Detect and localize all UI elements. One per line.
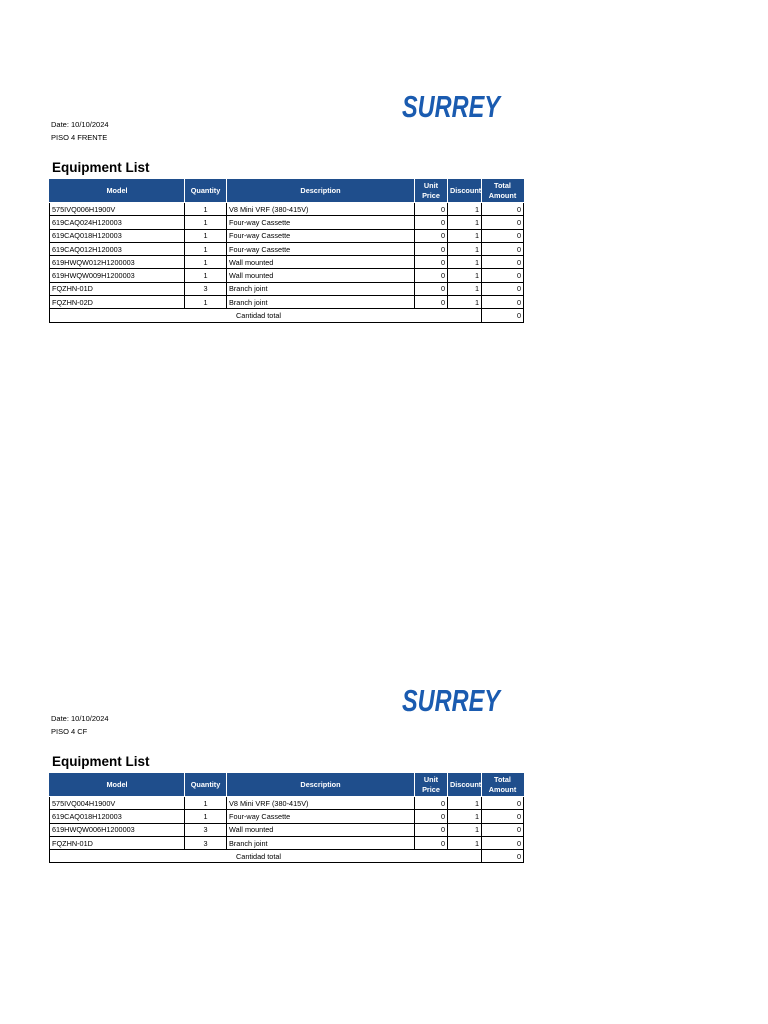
cell-description: Wall mounted [227,823,415,836]
cell-description: Wall mounted [227,256,415,269]
surrey-logo [400,87,504,125]
cell-quantity: 1 [185,797,227,810]
document-date: Date: 10/10/2024 [51,714,109,723]
cell-unit-price: 0 [415,256,448,269]
cell-unit-price: 0 [415,797,448,810]
cell-description: Four-way Cassette [227,810,415,823]
cell-total-amount: 0 [482,836,524,849]
cell-description: Four-way Cassette [227,216,415,229]
table-row [50,823,524,836]
cell-total-amount: 0 [482,810,524,823]
document-date: Date: 10/10/2024 [51,120,109,129]
column-header-total-amount: Total Amount [482,774,524,797]
cell-quantity: 1 [185,269,227,282]
table-row [50,296,524,309]
cell-total-amount: 0 [482,229,524,242]
cell-model: 619HWQW006H1200003 [50,823,185,836]
cell-model: FQZHN-01D [50,836,185,849]
table-row [50,810,524,823]
cell-discount: 1 [448,823,482,836]
table-body [50,797,524,863]
cell-discount: 1 [448,810,482,823]
column-header-quantity: Quantity [185,180,227,203]
cell-description: Branch joint [227,296,415,309]
cell-total-amount: 0 [482,823,524,836]
table-row [50,216,524,229]
cell-discount: 1 [448,229,482,242]
column-header-description: Description [227,774,415,797]
cell-total-amount: 0 [482,797,524,810]
column-header-unit-price: Unit Price [415,774,448,797]
column-header-total-amount: Total Amount [482,180,524,203]
cell-total-amount: 0 [482,203,524,216]
cell-model: 619CAQ018H120003 [50,229,185,242]
cell-model: FQZHN-01D [50,282,185,295]
cell-unit-price: 0 [415,229,448,242]
column-header-discount: Discount [448,774,482,797]
cell-model: 619CAQ024H120003 [50,216,185,229]
table-row [50,229,524,242]
total-label: Cantidad total [50,850,482,863]
cell-discount: 1 [448,296,482,309]
table-row [50,269,524,282]
cell-unit-price: 0 [415,823,448,836]
cell-unit-price: 0 [415,269,448,282]
cell-discount: 1 [448,282,482,295]
document-location: PISO 4 CF [51,727,88,736]
table-row [50,203,524,216]
cell-discount: 1 [448,203,482,216]
cell-total-amount: 0 [482,256,524,269]
svg-text:SURREY: SURREY [402,683,503,718]
cell-quantity: 1 [185,256,227,269]
cell-quantity: 1 [185,229,227,242]
cell-unit-price: 0 [415,242,448,255]
cell-model: 619CAQ018H120003 [50,810,185,823]
cell-discount: 1 [448,256,482,269]
cell-description: Four-way Cassette [227,242,415,255]
cell-unit-price: 0 [415,282,448,295]
cell-model: FQZHN-02D [50,296,185,309]
cell-model: 619HWQW012H1200003 [50,256,185,269]
table-row [50,242,524,255]
cell-quantity: 1 [185,242,227,255]
cell-quantity: 1 [185,810,227,823]
cell-discount: 1 [448,797,482,810]
table-row [50,256,524,269]
cell-description: Wall mounted [227,269,415,282]
cell-quantity: 3 [185,836,227,849]
cell-total-amount: 0 [482,296,524,309]
cell-unit-price: 0 [415,836,448,849]
equipment-list-title: Equipment List [52,754,150,769]
equipment-table [49,773,524,863]
total-row [50,309,524,322]
cell-quantity: 3 [185,282,227,295]
document-meta [51,118,109,144]
cell-quantity: 1 [185,203,227,216]
document-location: PISO 4 FRENTE [51,133,108,142]
cell-model: 619HWQW009H1200003 [50,269,185,282]
table-row [50,282,524,295]
cell-discount: 1 [448,269,482,282]
cell-description: Branch joint [227,836,415,849]
cell-unit-price: 0 [415,203,448,216]
table-row [50,836,524,849]
equipment-table [49,179,524,323]
table-header-row [50,774,524,797]
column-header-model: Model [50,774,185,797]
column-header-quantity: Quantity [185,774,227,797]
cell-discount: 1 [448,216,482,229]
column-header-unit-price: Unit Price [415,180,448,203]
table-body [50,203,524,323]
surrey-logo-icon [400,87,504,125]
cell-unit-price: 0 [415,296,448,309]
cell-quantity: 1 [185,296,227,309]
cell-quantity: 3 [185,823,227,836]
total-label: Cantidad total [50,309,482,322]
document-meta [51,712,109,738]
cell-total-amount: 0 [482,216,524,229]
total-value: 0 [482,850,524,863]
cell-unit-price: 0 [415,810,448,823]
cell-description: Branch joint [227,282,415,295]
cell-total-amount: 0 [482,269,524,282]
table-row [50,797,524,810]
cell-model: 575IVQ004H1900V [50,797,185,810]
table-header-row [50,180,524,203]
surrey-logo-icon [400,681,504,719]
cell-discount: 1 [448,242,482,255]
svg-text:SURREY: SURREY [402,89,503,124]
cell-model: 619CAQ012H120003 [50,242,185,255]
equipment-list-title: Equipment List [52,160,150,175]
cell-description: V8 Mini VRF (380-415V) [227,797,415,810]
cell-model: 575IVQ006H1900V [50,203,185,216]
cell-unit-price: 0 [415,216,448,229]
column-header-description: Description [227,180,415,203]
surrey-logo [400,681,504,719]
column-header-discount: Discount [448,180,482,203]
total-row [50,850,524,863]
column-header-model: Model [50,180,185,203]
cell-description: V8 Mini VRF (380-415V) [227,203,415,216]
total-value: 0 [482,309,524,322]
cell-discount: 1 [448,836,482,849]
cell-description: Four-way Cassette [227,229,415,242]
cell-quantity: 1 [185,216,227,229]
cell-total-amount: 0 [482,282,524,295]
cell-total-amount: 0 [482,242,524,255]
